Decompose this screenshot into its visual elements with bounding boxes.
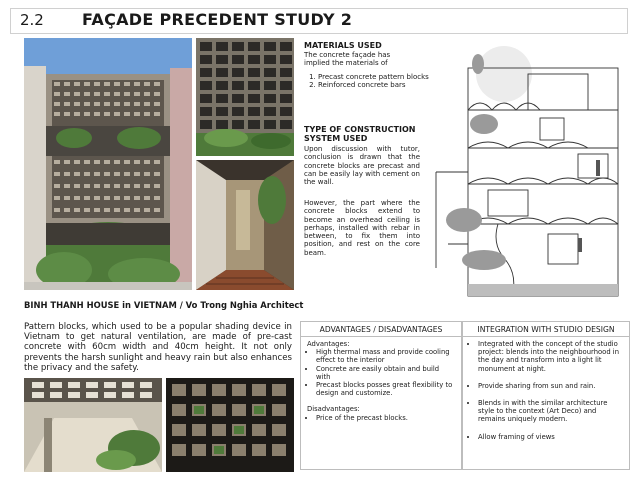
advantage-item: • Concrete are easily obtain and build with — [316, 365, 455, 381]
pattern-shadow-photo — [166, 378, 294, 472]
integration-item: • Blends in with the similar architecture style to the context (Art Deco) and remains uniquely modern. — [478, 399, 623, 424]
integration-list — [469, 340, 623, 441]
interior-photo — [24, 378, 162, 472]
materials-intro: The concrete façade has implied the materials of — [304, 51, 391, 68]
disadvantages-label: Disadvantages: — [307, 405, 360, 414]
block-closeup-photo — [196, 38, 294, 156]
description-text: Pattern blocks, which used to be a popular shading device in Vietnam to get natural ventilation, are made of pre-cast concrete with 60cm width and 40cm height. It not only prevents the harsh sunlight and heavy rain but also enhances the privacy and the safety. — [24, 322, 292, 373]
integration-item: • Integrated with the concept of the studio project: blends into the neighbourhood in the day and transform into a light lit monument at night. — [478, 340, 623, 373]
integration-panel — [462, 321, 630, 470]
disadvantages-list — [307, 414, 455, 422]
corridor-photo — [196, 160, 294, 290]
advantages-panel — [300, 321, 462, 470]
integration-item: • Allow framing of views — [478, 433, 623, 441]
materials-list — [304, 73, 430, 90]
advantage-item: • High thermal mass and provide cooling effect to the interior — [316, 348, 455, 364]
section-drawing — [428, 38, 630, 300]
page-title: FAÇADE PRECEDENT STUDY 2 — [82, 10, 353, 29]
construction-title-line2: SYSTEM USED — [304, 134, 368, 143]
disadvantage-item: • Price of the precast blocks. — [316, 414, 455, 422]
materials-title: MATERIALS USED — [304, 41, 382, 50]
construction-para-1: Upon discussion with tutor, conclusion is drawn that the concrete blocks are precast and can be easily lay with cement on the wall. — [304, 145, 420, 187]
integration-item: • Provide sharing from sun and rain. — [478, 382, 623, 390]
advantage-item: • Precast blocks posses great flexibility to design and customize. — [316, 381, 455, 397]
section-number: 2.2 — [20, 11, 44, 29]
materials-item: 2. Reinforced concrete bars — [318, 81, 430, 89]
advantages-label: Advantages: — [307, 340, 350, 348]
facade-photo — [24, 38, 192, 290]
materials-item: 1. Precast concrete pattern blocks — [318, 73, 430, 81]
integration-heading: INTEGRATION WITH STUDIO DESIGN — [463, 322, 629, 337]
construction-para-2: However, the part where the concrete blocks extend to become an overhead ceiling is perhaps, installed with rebar in between, to fix them into position, and rest on the core beam. — [304, 199, 420, 257]
construction-title-line1: TYPE OF CONSTRUCTION — [304, 125, 416, 134]
project-caption: BINH THANH HOUSE in VIETNAM / Vo Trong Nghia Architect — [24, 300, 304, 310]
advantages-list — [307, 348, 455, 397]
advantages-heading: ADVANTAGES / DISADVANTAGES — [301, 322, 461, 337]
